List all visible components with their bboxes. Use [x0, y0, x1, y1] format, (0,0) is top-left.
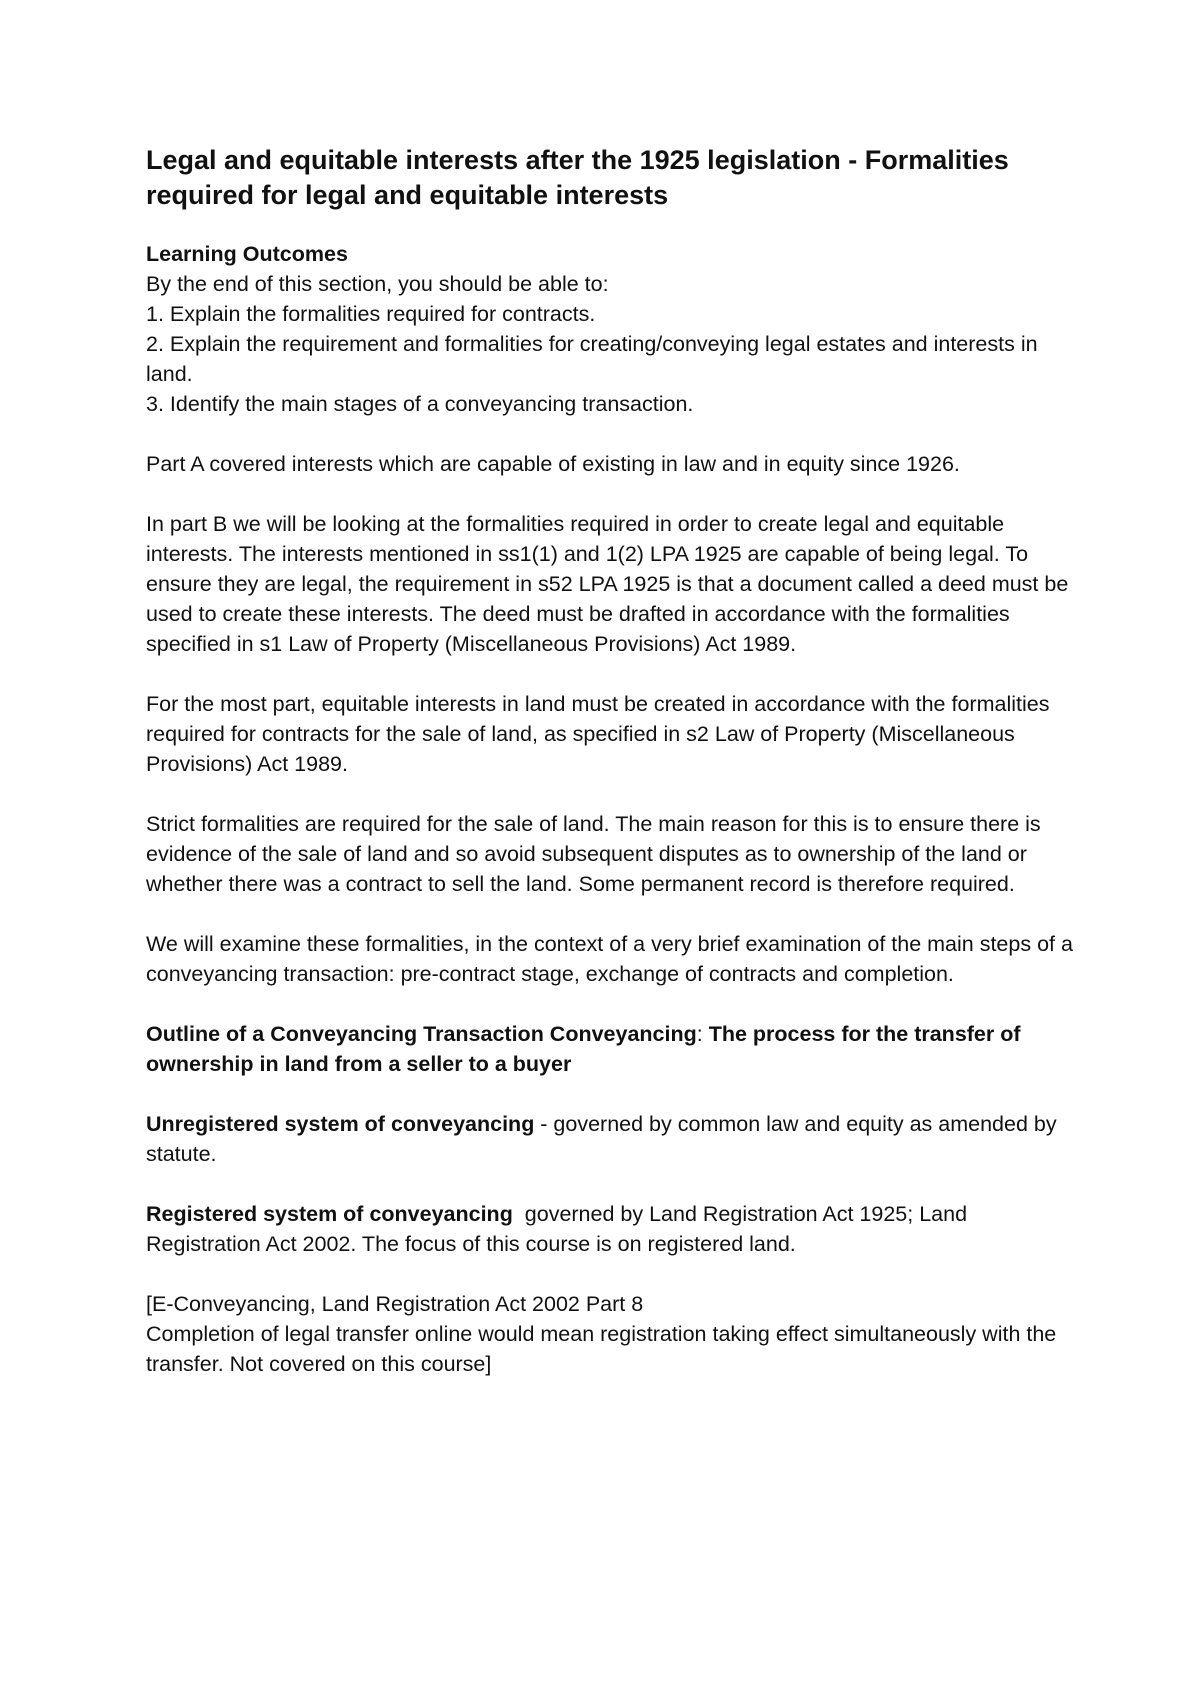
registered-system-text: governed by Land Registration Act 1925; Land Registration Act 2002. The focus of this course is on registered land. [146, 1202, 974, 1256]
document-title: Legal and equitable interests after the 1925 legislation - Formalities required for legal and equitable interests [146, 145, 1009, 210]
paragraph-part-a: Part A covered interests which are capable of existing in law and in equity since 1926. [146, 452, 960, 476]
paragraph-strict-formalities: Strict formalities are required for the sale of land. The main reason for this is to ensure there is evidence of the sale of land and so avoid subsequent disputes as to ownership of the land or whether there was a contract to sell the land. Some permanent record is therefore required. [146, 812, 1041, 896]
learning-outcome-item: 1. Explain the formalities required for contracts. [146, 302, 596, 326]
outline-heading-separator: : [696, 1022, 703, 1046]
unregistered-system-term: Unregistered system of conveyancing [146, 1112, 535, 1136]
paragraph-part-b: In part B we will be looking at the formalities required in order to create legal and equitable interests. The interests mentioned in ss1(1) and 1(2) LPA 1925 are capable of being legal. To ensure they are legal, the requirement in s52 LPA 1925 is that a document called a deed must be used to create these interests. The deed must be drafted in accordance with the formalities specified in s1 Law of Property (Miscellaneous Provisions) Act 1989. [146, 512, 1069, 656]
unregistered-system-paragraph [146, 1109, 1076, 1169]
registered-system-paragraph [146, 1199, 1076, 1259]
outline-heading-definition: The process for the transfer of ownership in land from a seller to a buyer [146, 1022, 1021, 1076]
e-conveyancing-text: Completion of legal transfer online would mean registration taking effect simultaneously with the transfer. Not covered on this course] [146, 1322, 1057, 1376]
outline-heading-title: Outline of a Conveyancing Transaction Conveyancing [146, 1022, 697, 1046]
learning-outcomes-intro: By the end of this section, you should be able to: [146, 272, 609, 296]
learning-outcomes-section [146, 239, 1076, 419]
learning-outcome-item: 2. Explain the requirement and formalities for creating/conveying legal estates and interests in land. [146, 332, 1038, 386]
e-conveyancing-note [146, 1289, 1076, 1379]
unregistered-system-text: - governed by common law and equity as amended by statute. [146, 1112, 1057, 1166]
registered-system-term: Registered system of conveyancing [146, 1202, 513, 1226]
learning-outcome-item: 3. Identify the main stages of a conveyancing transaction. [146, 392, 694, 416]
paragraph-examine-formalities: We will examine these formalities, in the context of a very brief examination of the main steps of a conveyancing transaction: pre-contract stage, exchange of contracts and completion. [146, 932, 1073, 986]
e-conveyancing-heading: [E-Conveyancing, Land Registration Act 2002 Part 8 [146, 1292, 644, 1316]
outline-heading [146, 1019, 1076, 1079]
document-page [146, 143, 1076, 1409]
learning-outcomes-heading: Learning Outcomes [146, 242, 348, 266]
paragraph-equitable-interests: For the most part, equitable interests in land must be created in accordance with the formalities required for contracts for the sale of land, as specified in s2 Law of Property (Miscellaneous Provisions) Act 1989. [146, 692, 1050, 776]
